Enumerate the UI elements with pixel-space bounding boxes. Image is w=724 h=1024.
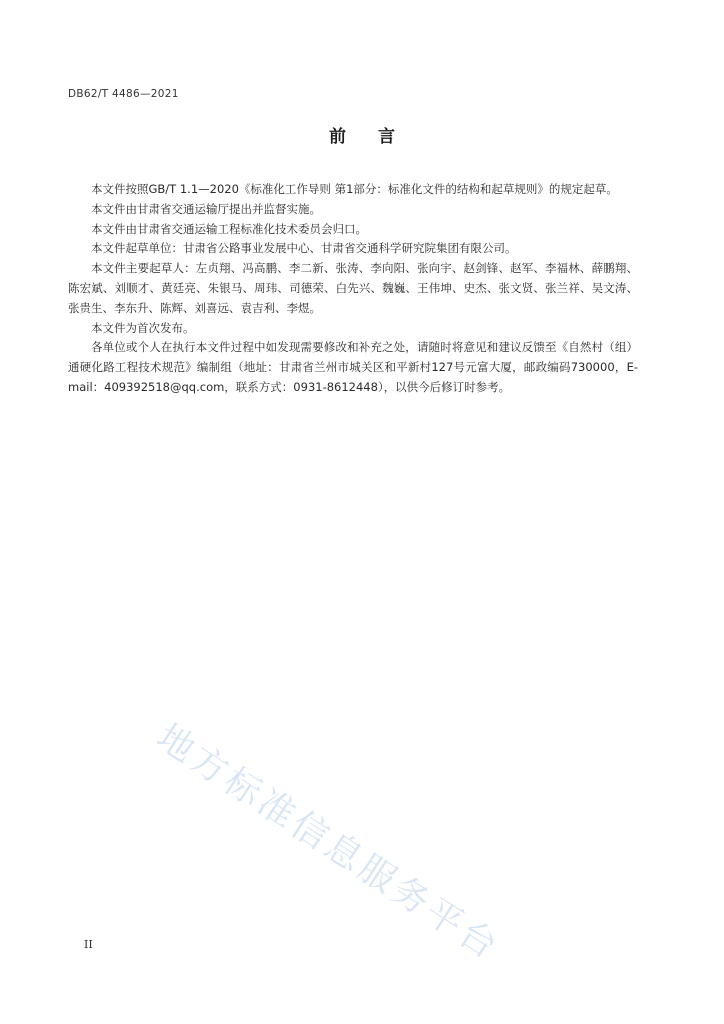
paragraph-main-drafters: 本文件主要起草人：左贞翔、冯高鹏、李二新、张涛、李向阳、张向宇、赵剑锋、赵军、李福林、薛鹏翔、陈宏斌、刘顺才、黄廷亮、朱银马、周玮、司德荣、白先兴、魏巍、王伟坤、史杰、张文贤、张兰祥、吴文涛、张贵生、李东升、陈辉、刘喜远、袁吉利、李煜。 (68, 261, 638, 315)
page-title: 前言 (329, 127, 427, 147)
paragraph-drafting-rules: 本文件按照GB/T 1.1—2020《标准化工作导则 第1部分：标准化文件的结构和起草规则》的规定起草。 (91, 182, 618, 196)
foreword-body (68, 180, 638, 398)
paragraph-proposer: 本文件由甘肃省交通运输厅提出并监督实施。 (91, 201, 321, 216)
paragraph-responsible-committee: 本文件由甘肃省交通运输工程标准化技术委员会归口。 (91, 221, 367, 236)
paragraph-first-release: 本文件为首次发布。 (91, 320, 195, 335)
page-number: II (84, 938, 93, 951)
watermark-text: 地方标准信息服务平台 (149, 716, 508, 969)
document-code: DB62/T 4486—2021 (68, 88, 179, 100)
paragraph-feedback: 各单位或个人在执行本文件过程中如发现需要修改和补充之处，请随时将意见和建议反馈至《自然村（组）通硬化路工程技术规范》编制组（地址：甘肃省兰州市城关区和平新村127号元富大厦，邮政编码730000，E-mail：409392518@qq.com，联系方式：0931-8612448），以供今后修订时参考。 (68, 340, 638, 394)
paragraph-drafting-units: 本文件起草单位：甘肃省公路事业发展中心、甘肃省交通科学研究院集团有限公司。 (91, 241, 517, 256)
